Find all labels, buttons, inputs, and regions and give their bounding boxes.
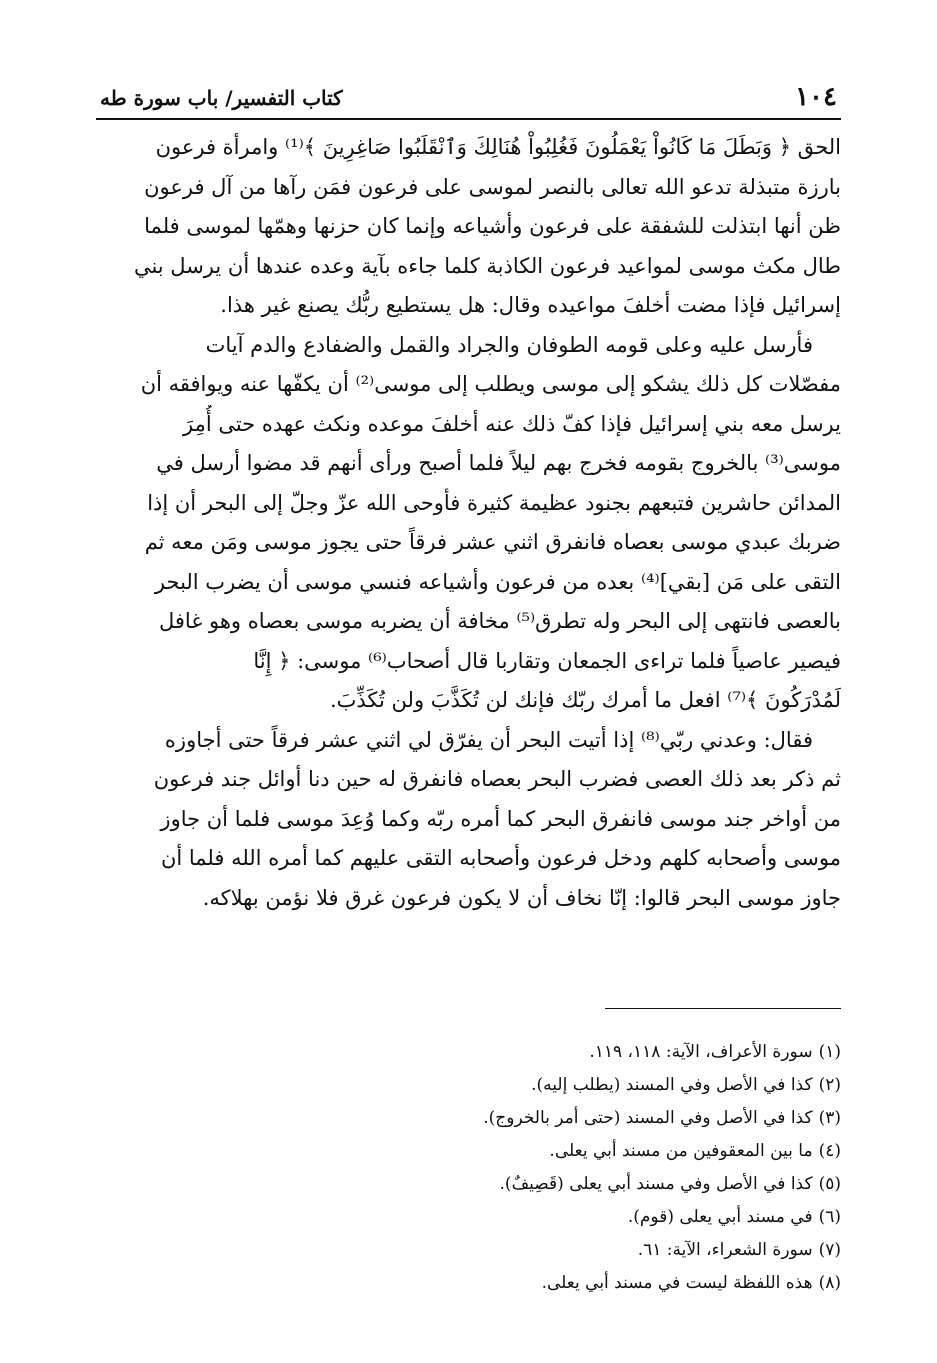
footnote-text: كذا في الأصل وفي المسند (حتى أمر بالخروج). bbox=[483, 1108, 813, 1128]
footnote-number: (٣) bbox=[818, 1108, 841, 1128]
footnote-number: (٤) bbox=[818, 1141, 841, 1161]
footnote-number: (٧) bbox=[818, 1240, 841, 1260]
text-line: موسى⁽³⁾ بالخروج بقومه فخرج بهم ليلاً فلما أصبح ورأى أنهم قد مضوا أرسل في bbox=[156, 451, 841, 475]
text-line: من أواخر جند موسى فانفرق البحر كما أمره ربّه وكما وُعِدَ موسى فلما أن جاوز bbox=[160, 806, 841, 831]
footnotes bbox=[96, 1036, 841, 1300]
text-line: بارزة متبذلة تدعو الله تعالى بالنصر لموسى على فرعون فمَن رآها من آل فرعون bbox=[144, 174, 841, 199]
footnote bbox=[96, 1135, 841, 1168]
main-text bbox=[96, 128, 841, 918]
footnote-text: كذا في الأصل وفي مسند أبي يعلى (قَصِيفٌ). bbox=[499, 1174, 813, 1194]
text-line: ضربك عبدي موسى بعصاه فانفرق اثني عشر فرقاً حتى يجوز موسى ومَن معه ثم bbox=[144, 530, 841, 554]
text-line: جاوز موسى البحر قالوا: إنّا نخاف أن لا يكون فرعون غرق فلا نؤمن بهلاكه. bbox=[202, 885, 841, 910]
page-header bbox=[96, 78, 841, 120]
footnote-text: هذه اللفظة ليست في مسند أبي يعلى. bbox=[541, 1273, 813, 1293]
footnote-text: كذا في الأصل وفي المسند (يطلب إليه). bbox=[531, 1075, 813, 1095]
footnote-number: (١) bbox=[818, 1042, 841, 1062]
footnote-number: (٢) bbox=[818, 1075, 841, 1095]
text-line: موسى وأصحابه كلهم ودخل فرعون وأصحابه التقى عليهم كما أمره الله فلما أن bbox=[160, 846, 841, 870]
text-line: بالعصى فانتهى إلى البحر وله تطرق⁽⁵⁾ مخافة أن يضربه موسى بعصاه وهو غافل bbox=[158, 609, 841, 633]
footnote-text: ما بين المعقوفين من مسند أبي يعلى. bbox=[549, 1141, 813, 1161]
footnote bbox=[96, 1069, 841, 1102]
text-line: ظن أنها ابتذلت للشفقة على فرعون وأشياعه وإنما كان حزنها وهمّها لموسى فلما bbox=[144, 214, 841, 238]
text-line: الحق ﴿ وَبَطَلَ مَا كَانُواْ يَعْمَلُونَ فَغُلِبُواْ هُنَالِكَ وَٱنْقَلَبُوا صَاغِرِينَ ﴾⁽¹⁾ وامرأة فرعون bbox=[155, 135, 841, 159]
text-line: المدائن حاشرين فتبعهم بجنود عظيمة كثيرة فأوحى الله عزّ وجلّ إلى البحر أن إذا bbox=[147, 490, 841, 515]
footnote bbox=[96, 1234, 841, 1267]
footnote bbox=[96, 1201, 841, 1234]
text-line: لَمُدْرَكُونَ ﴾⁽⁷⁾ افعل ما أمرك ربّك فإنك لن تُكَذَّبَ ولن تُكَذِّبَ. bbox=[329, 688, 841, 712]
footnote-number: (٦) bbox=[818, 1207, 841, 1227]
text-line: ثم ذكر بعد ذلك العصى فضرب البحر بعصاه فانفرق له حين دنا أوائل جند فرعون bbox=[153, 767, 841, 791]
text-line: يرسل معه بني إسرائيل فإذا كفّ ذلك عنه أخلفَ موعده ونكث عهده حتى أُمِرَ bbox=[183, 411, 841, 436]
footnote bbox=[96, 1267, 841, 1300]
text-line: التقى على مَن [بقي]⁽⁴⁾ بعده من فرعون وأشياعه فنسي موسى أن يضرب البحر bbox=[154, 569, 841, 594]
footnote-separator bbox=[605, 1008, 841, 1009]
running-title: كتاب التفسير/ باب سورة طه bbox=[100, 86, 343, 110]
text-line: فيصير عاصياً فلما تراءى الجمعان وتقاربا قال أصحاب⁽⁶⁾ موسى: ﴿ إِنَّا bbox=[253, 648, 841, 673]
text-line: إسرائيل فإذا مضت أخلفَ مواعيده وقال: هل يستطيع ربُّك يصنع غير هذا. bbox=[220, 293, 841, 317]
footnote-text: سورة الأعراف، الآية: ١١٨، ١١٩. bbox=[589, 1042, 813, 1062]
footnote bbox=[96, 1036, 841, 1069]
page-number: ١٠٤ bbox=[795, 82, 837, 112]
text-line: طال مكث موسى لمواعيد فرعون الكاذبة كلما جاءه بآية وعده عندها أن يرسل بني bbox=[133, 253, 841, 278]
footnote bbox=[96, 1102, 841, 1135]
text-line: فأرسل عليه وعلى قومه الطوفان والجراد والقمل والضفادع والدم آيات bbox=[205, 332, 813, 357]
footnote-number: (٥) bbox=[818, 1174, 841, 1194]
footnote bbox=[96, 1168, 841, 1201]
footnote-text: في مسند أبي يعلى (قوم). bbox=[627, 1207, 813, 1227]
text-line: فقال: وعدني ربّي⁽⁸⁾ إذا أتيت البحر أن يفرّق لي اثني عشر فرقاً حتى أجاوزه bbox=[164, 727, 813, 752]
text-line: مفصّلات كل ذلك يشكو إلى موسى ويطلب إلى موسى⁽²⁾ أن يكفّها عنه ويوافقه أن bbox=[140, 372, 841, 396]
footnote-text: سورة الشعراء، الآية: ٦١. bbox=[637, 1240, 813, 1260]
footnote-number: (٨) bbox=[818, 1273, 841, 1293]
